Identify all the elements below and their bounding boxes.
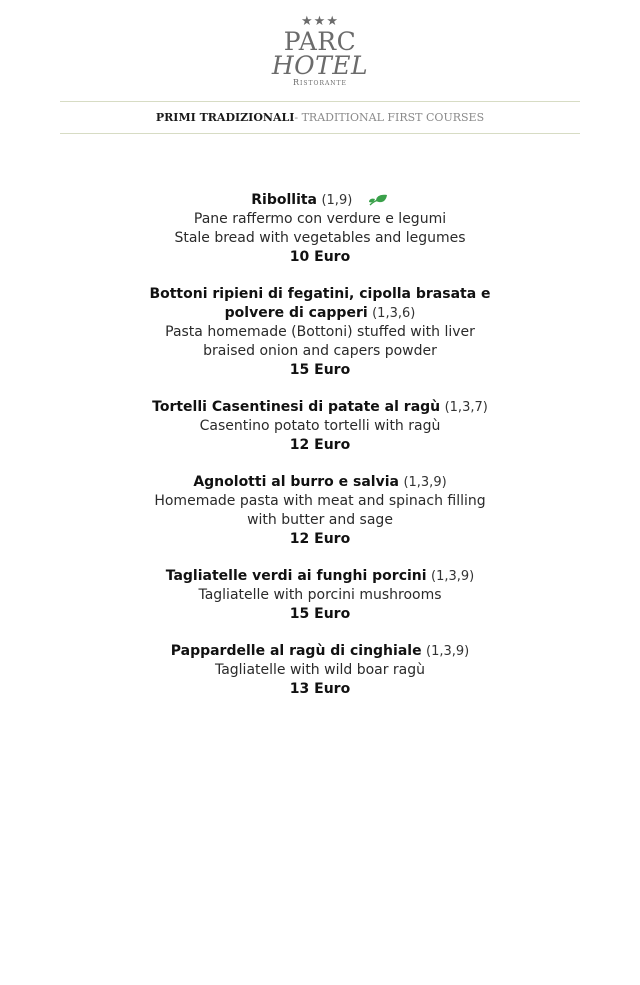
item-allergens: (1,3,9) — [403, 475, 447, 490]
item-description: Tagliatelle with porcini mushrooms — [198, 587, 442, 603]
item-description: Casentino potato tortelli with ragù — [199, 418, 441, 434]
menu-item — [140, 285, 500, 380]
menu-item — [140, 398, 500, 455]
item-allergens: (1,3,7) — [444, 400, 488, 415]
item-description-it: Pane raffermo con verdure e legumi — [193, 211, 447, 227]
section-title — [0, 110, 640, 126]
logo-hotel: HOTEL — [271, 51, 369, 80]
menu-item — [140, 473, 500, 549]
item-price: 13 Euro — [289, 681, 351, 697]
item-allergens: (1,3,9) — [426, 644, 470, 659]
item-description: Homemade pasta with meat and spinach filling with butter and sage — [154, 493, 486, 528]
item-name: Tortelli Casentinesi di patate al ragù — [152, 399, 441, 415]
vegetarian-leaf-icon — [367, 193, 389, 207]
menu-item — [140, 642, 500, 699]
item-allergens: (1,3,6) — [372, 306, 416, 321]
divider-bottom — [60, 133, 580, 134]
item-allergens: (1,9) — [321, 193, 353, 208]
menu-list — [0, 191, 640, 717]
item-price: 15 Euro — [289, 362, 351, 378]
section-title-it: PRIMI TRADIZIONALI — [155, 111, 295, 124]
item-description: Pasta homemade (Bottoni) stuffed with liver braised onion and capers powder — [165, 324, 475, 359]
section-title-separator: - — [294, 111, 302, 124]
item-name: Bottoni ripieni di fegatini, cipolla brasata e polvere di capperi — [149, 286, 491, 321]
item-price: 12 Euro — [289, 531, 351, 547]
item-description: Tagliatelle with wild boar ragù — [214, 662, 426, 678]
hotel-logo — [0, 14, 640, 88]
item-name: Agnolotti al burro e salvia — [193, 474, 399, 490]
item-name: Tagliatelle verdi ai funghi porcini — [165, 568, 427, 584]
divider-top — [60, 101, 580, 102]
item-price: 10 Euro — [289, 249, 351, 265]
menu-item — [140, 567, 500, 624]
logo-ristorante: Ristorante — [293, 78, 347, 87]
item-price: 12 Euro — [289, 437, 351, 453]
logo-parc: PARC — [283, 27, 357, 56]
item-description-en: Stale bread with vegetables and legumes — [174, 230, 466, 246]
menu-item — [140, 191, 500, 267]
item-name: Ribollita — [251, 192, 318, 208]
section-title-en: TRADITIONAL FIRST COURSES — [301, 111, 485, 124]
item-price: 15 Euro — [289, 606, 351, 622]
item-allergens: (1,3,9) — [431, 569, 475, 584]
logo-stars: ★★★ — [301, 14, 339, 29]
item-name: Pappardelle al ragù di cinghiale — [170, 643, 422, 659]
